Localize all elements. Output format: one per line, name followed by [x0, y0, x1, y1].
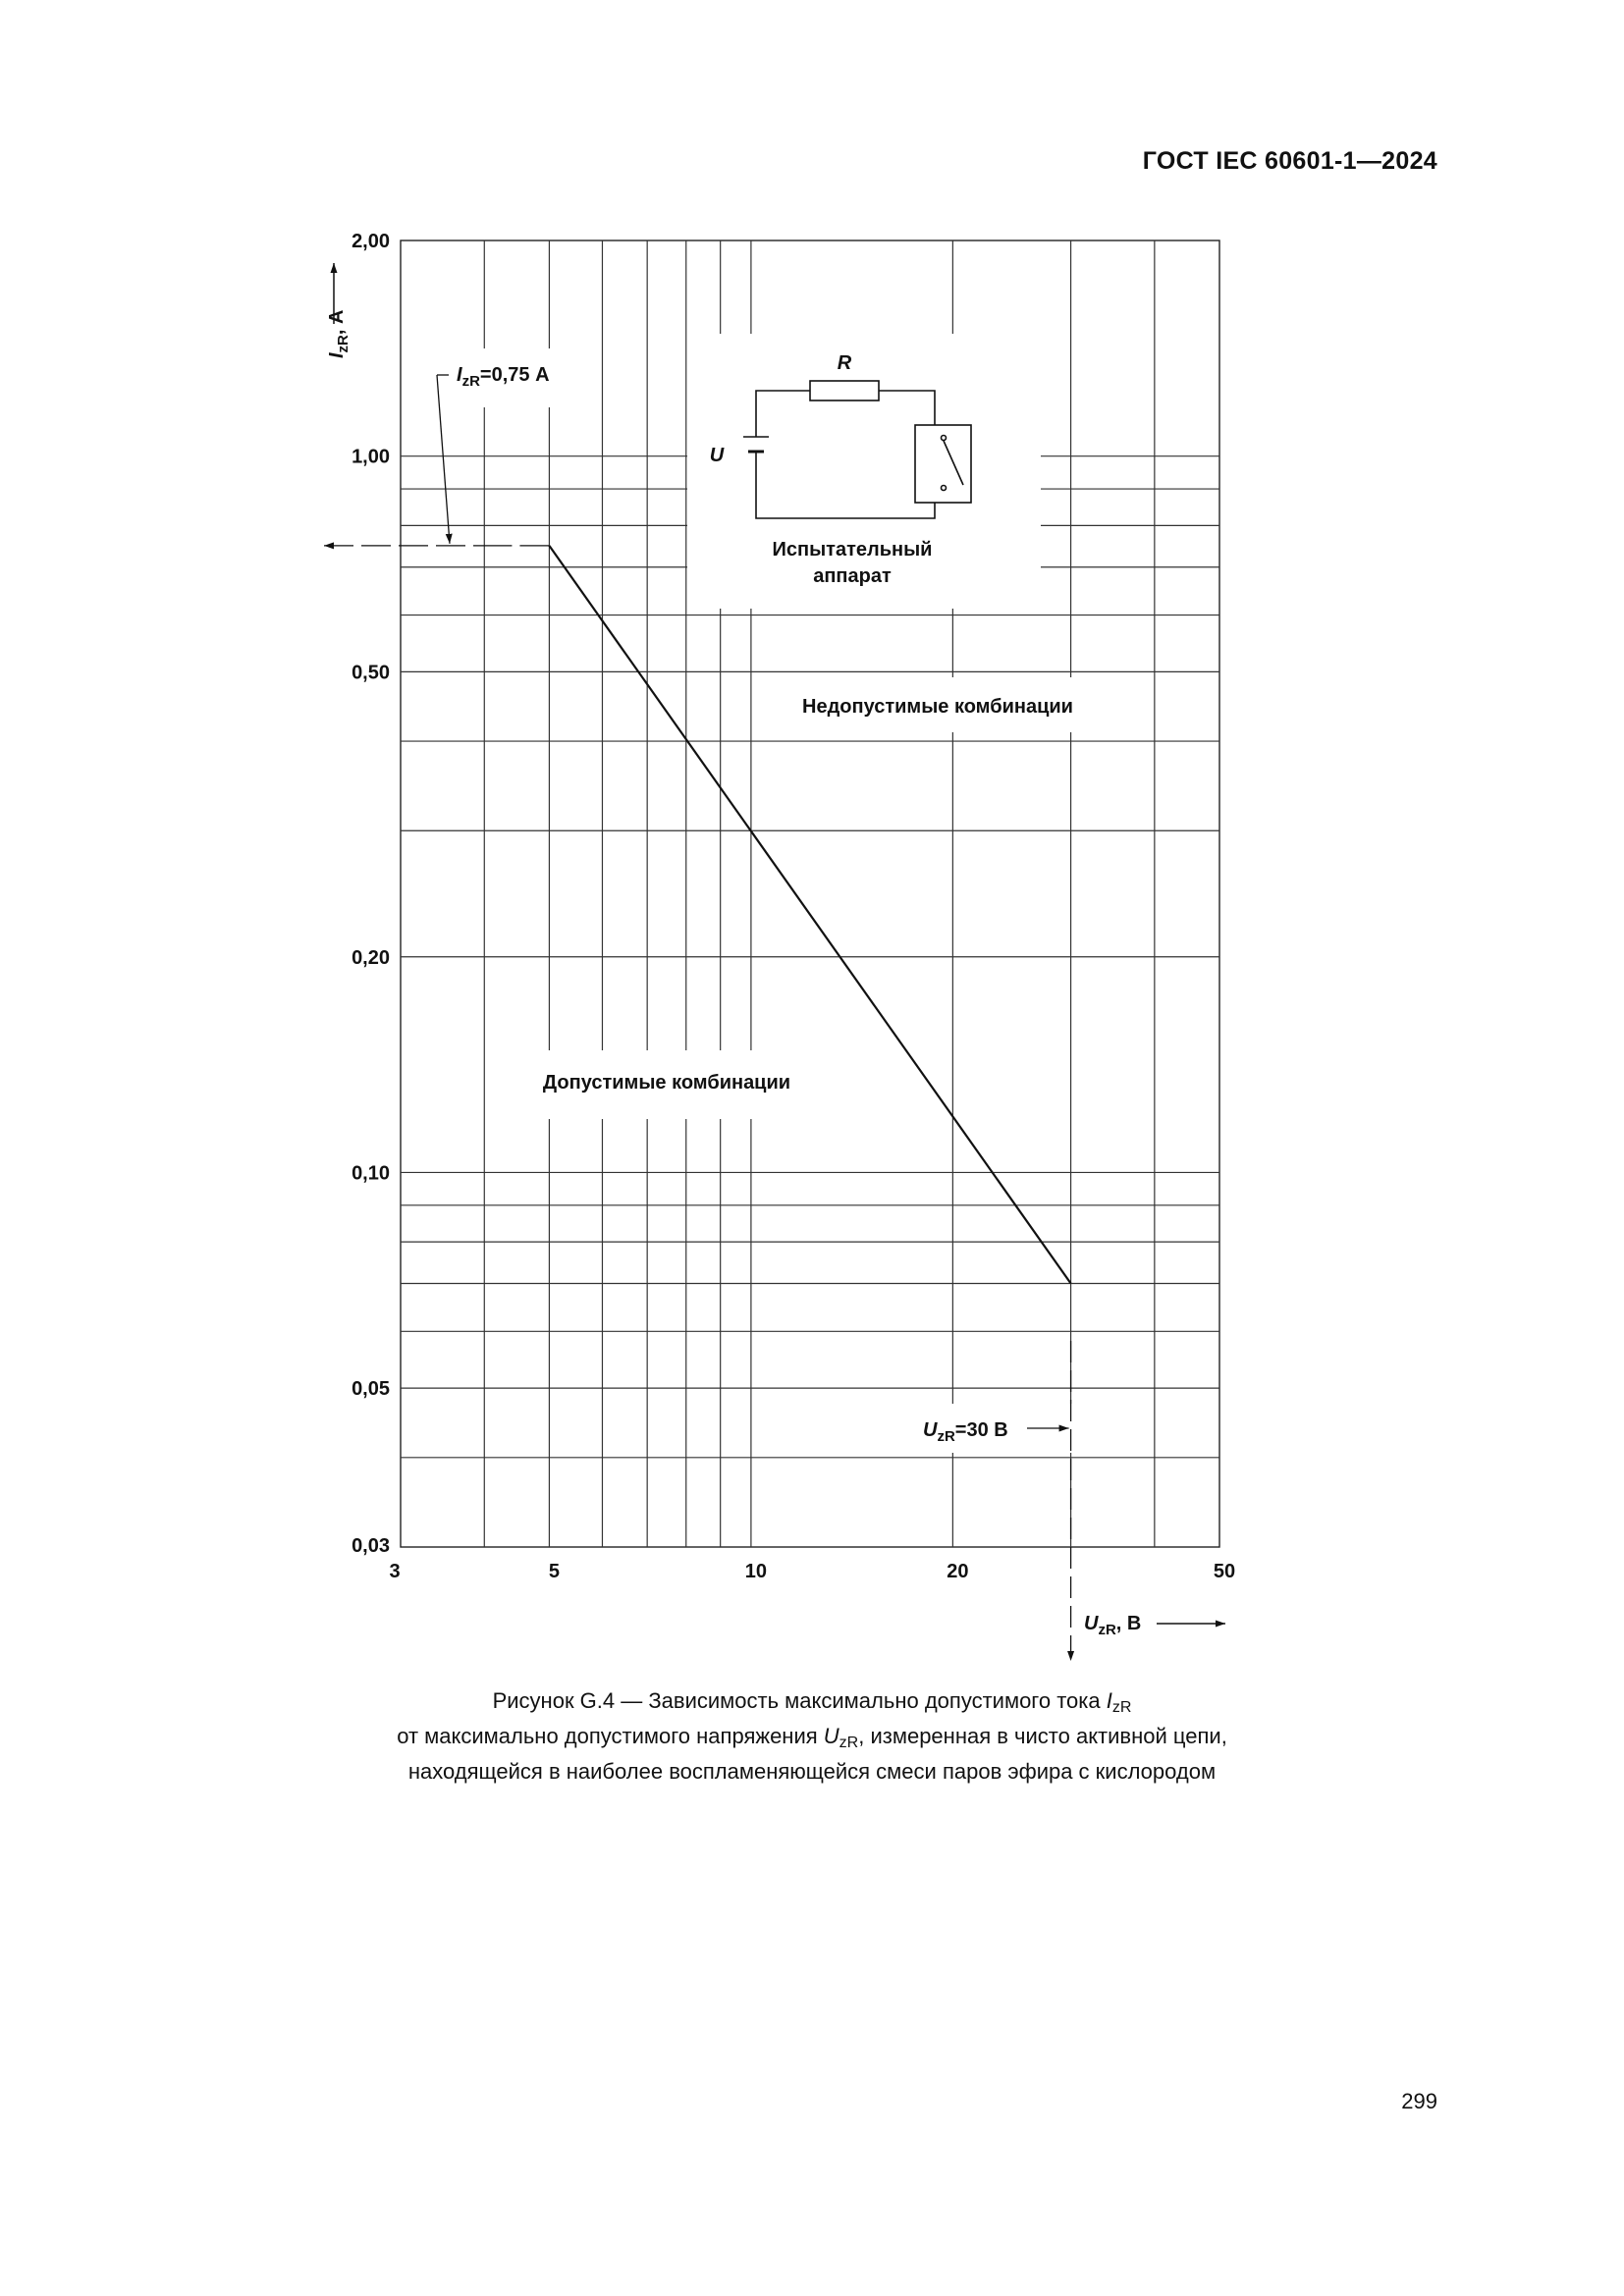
- x-tick-label: 50: [1213, 1561, 1236, 1582]
- y-tick-label: 2,00: [352, 231, 390, 252]
- y-tick-label: 1,00: [352, 446, 390, 468]
- y-tick-label: 0,03: [352, 1535, 390, 1557]
- page-number: 299: [1401, 2089, 1437, 2113]
- chart-overlays: [432, 329, 1100, 1453]
- y-tick-label: 0,10: [352, 1162, 390, 1185]
- caption-sub-1: zR: [1111, 1699, 1132, 1716]
- caption-var-i: I: [1106, 1688, 1112, 1713]
- x-tick-label: 5: [548, 1561, 560, 1582]
- x-tick-label: 10: [744, 1561, 768, 1582]
- caption-text-1: Рисунок G.4 — Зависимость максимально допустимого тока: [492, 1688, 1107, 1713]
- caption-line-2: [0, 1722, 1624, 1757]
- caption-sub-2: zR: [839, 1735, 859, 1751]
- inset-right-gap: [982, 329, 1041, 594]
- caption-line-1: [0, 1686, 1624, 1722]
- x-tick-label: 3: [389, 1561, 401, 1582]
- y-tick-label: 0,50: [352, 662, 390, 684]
- y-axis-title: [326, 310, 352, 358]
- caption-text-2: от максимально допустимого напряжения: [397, 1724, 824, 1748]
- caption-var-u: U: [823, 1724, 839, 1748]
- caption-text-3: , измеренная в чисто активной цепи,: [858, 1724, 1227, 1748]
- caption-text-4: находящейся в наиболее воспламеняющейся смеси паров эфира с кислородом: [407, 1759, 1217, 1784]
- y-tick-label: 0,20: [352, 946, 390, 969]
- region-forbidden-label: Недопустимые комбинации: [802, 696, 1073, 718]
- standard-header: ГОСТ IEC 60601-1—2024: [1142, 147, 1437, 175]
- current-marker-label: $I_{zR}=0,75$ А: [457, 364, 550, 390]
- voltage-marker-label: $U_{zR}=30$ В: [923, 1419, 1008, 1445]
- y-axis-title-text: $I_{zR}$, А: [326, 309, 352, 358]
- device-label-line1: Испытательный: [772, 539, 933, 561]
- device-label-line2: аппарат: [813, 565, 892, 587]
- x-axis-title: $U_{zR}$, В: [1084, 1613, 1142, 1638]
- y-tick-label: 0,05: [352, 1378, 390, 1401]
- x-tick-label: 20: [947, 1561, 969, 1582]
- source-label: U: [709, 445, 725, 466]
- region-allowed-label: Допустимые комбинации: [542, 1072, 791, 1094]
- figure-caption: [0, 1686, 1624, 1786]
- resistor-label: R: [837, 352, 852, 374]
- caption-line-3: [0, 1757, 1624, 1786]
